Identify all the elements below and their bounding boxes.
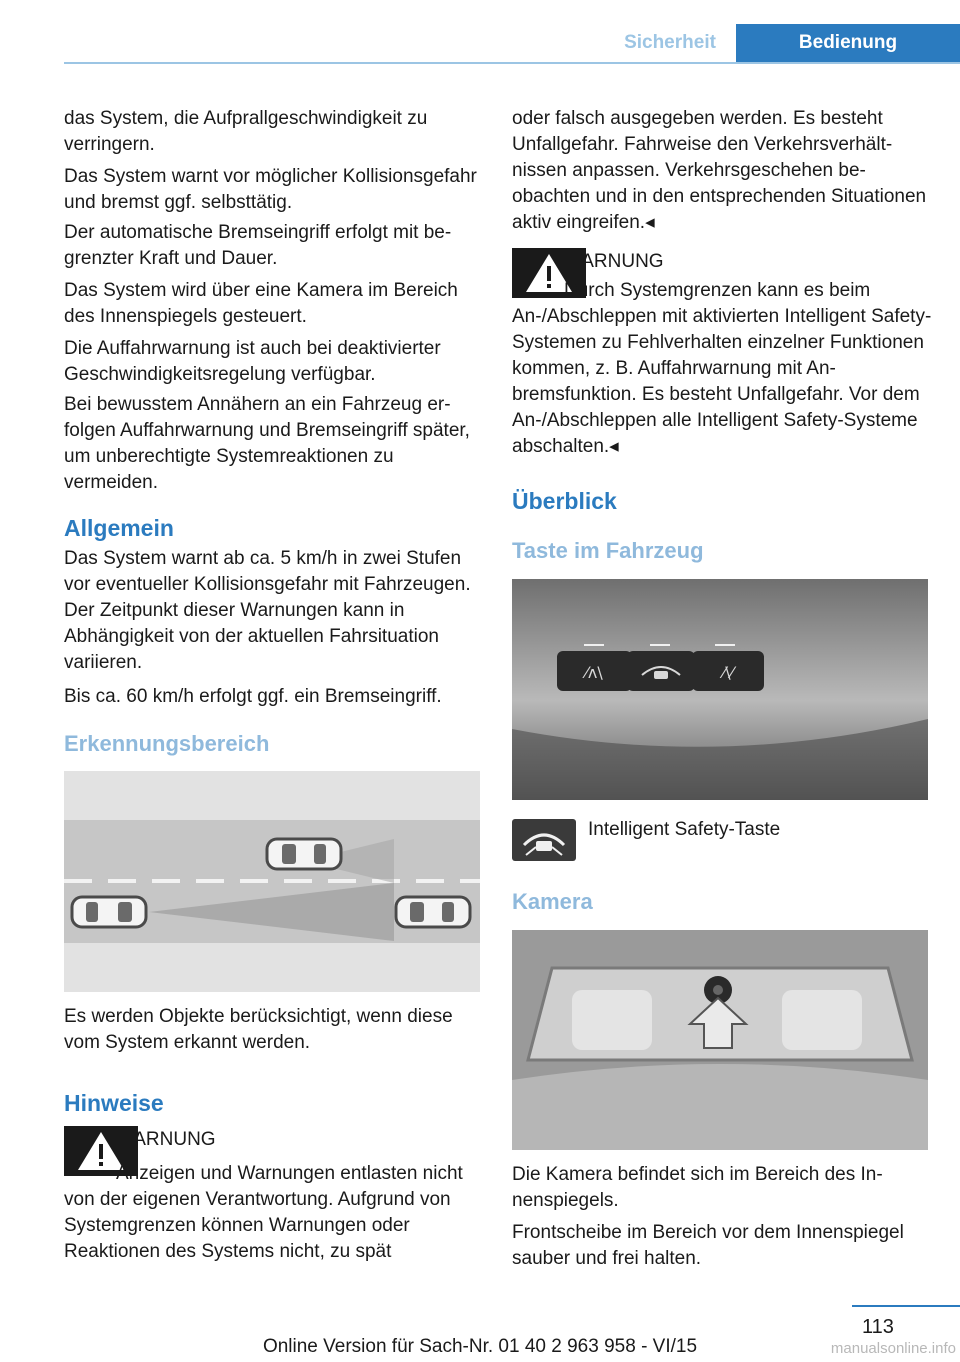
kamera-paragraph-2: Frontscheibe im Bereich vor dem Innenspiegel sauber und frei halten. [512, 1222, 904, 1269]
intro-paragraph-2: Das System warnt vor möglicher Kollisionsgefahr und bremst ggf. selbsttätig. [64, 166, 477, 213]
intro-paragraph-4: Das System wird über eine Kamera im Bereich des Innenspiegels gesteuert. [64, 280, 458, 327]
watermark: manualsonline.info [830, 1340, 956, 1357]
car-left-icon [72, 897, 146, 927]
intelligent-safety-button-icon [512, 819, 576, 861]
own-car-icon [396, 897, 470, 927]
heading-erkennungsbereich: Erkennungsbereich [64, 731, 270, 756]
warning-text: Anzeigen und Warnungen entlasten nicht von der eigenen Verantwortung. Aufgrund von Systemgrenzen können Warnungen oder Reaktionen des Systems nicht, zu spät [64, 1163, 463, 1262]
svg-text:⁄ʌ\: ⁄ʌ\ [585, 663, 603, 682]
button-caption: Intelligent Safety-Taste [588, 819, 781, 840]
detection-area-illustration [64, 771, 480, 992]
warning-title: WARNUNG [564, 251, 664, 272]
allgemein-paragraph-2: Bis ca. 60 km/h erfolgt ggf. ein Bremseingriff. [64, 686, 442, 707]
intro-paragraph-5: Die Auffahrwarnung ist auch bei deaktivierter Geschwindigkeitsregelung verfügbar. [64, 338, 441, 385]
tab-bedienung[interactable]: Bedienung [736, 24, 960, 62]
erkennung-caption: Es werden Objekte berücksichtigt, wenn diese vom System erkannt werden. [64, 1006, 453, 1053]
heading-hinweise: Hinweise [64, 1090, 164, 1116]
tab-sicherheit[interactable]: Sicherheit [624, 32, 716, 53]
car-ahead-icon [267, 839, 341, 869]
kamera-paragraph-1: Die Kamera befindet sich im Bereich des Innenspiegels. [512, 1164, 883, 1211]
intro-paragraph-1: das System, die Aufprallgeschwindigkeit zu verringern. [64, 108, 428, 155]
heading-allgemein: Allgemein [64, 515, 174, 541]
intro-paragraph-3: Der automatische Bremseingriff erfolgt mit begrenzter Kraft und Dauer. [64, 222, 452, 269]
heading-taste: Taste im Fahrzeug [512, 538, 704, 563]
camera-photo [512, 930, 928, 1150]
warning-text: Durch Systemgrenzen kann es beim An-/Abschleppen mit aktivierten Intelligent Safety-Systemen zu Fehlverhalten einzelner Funktionen kommen, z. B. Auffahrwarnung mit Anbremsfunktion. Es besteht Unfallgefahr. Vor dem An-/Abschleppen alle Intelligent Safety-Systeme abschalten.◂ [512, 280, 932, 457]
footer-divider [852, 1305, 960, 1307]
intro-paragraph-6: Bei bewusstem Annähern an ein Fahrzeug erfolgen Auffahrwarnung und Bremseingriff später, um unberechtigte Systemreaktionen zu vermeiden. [64, 394, 470, 493]
page-number: 113 [862, 1316, 894, 1338]
continued-paragraph: oder falsch ausgegeben werden. Es besteht Unfallgefahr. Fahrweise den Verkehrsverhältnissen anpassen. Verkehrsgeschehen beobachten und in den entsprechenden Situationen aktiv eingreifen.◂ [512, 108, 927, 233]
online-version-note: Online Version für Sach-Nr. 01 40 2 963 958 - VI/15 [262, 1336, 698, 1357]
button-panel-photo [512, 579, 928, 800]
header-divider [64, 62, 960, 64]
svg-text:⁄\⁄: ⁄\⁄ [722, 663, 734, 682]
heading-kamera: Kamera [512, 889, 593, 914]
warning-title: WARNUNG [116, 1129, 216, 1150]
heading-ueberblick: Überblick [512, 488, 617, 514]
allgemein-paragraph-1: Das System warnt ab ca. 5 km/h in zwei Stufen vor eventueller Kollisionsgefahr mit Fahrzeugen. Der Zeitpunkt dieser Warnungen kann in Abhängigkeit von der aktuellen Fahrsituation variieren. [64, 548, 471, 673]
